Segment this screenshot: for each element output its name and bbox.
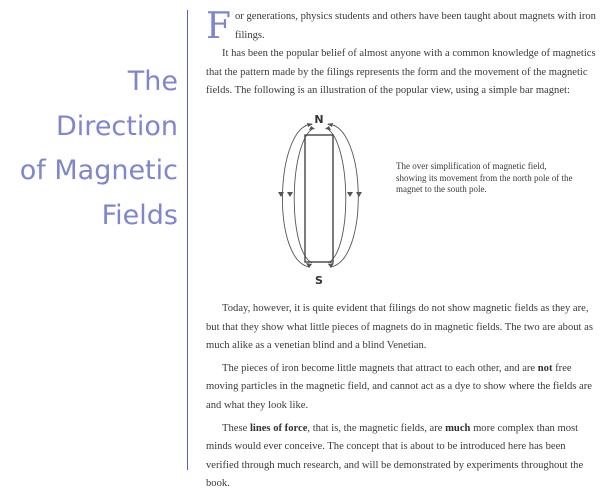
vertical-divider (187, 10, 188, 470)
arrow-right-bottom (328, 263, 334, 268)
body-paragraph-3 (206, 420, 601, 494)
intro-paragraph-1 (206, 8, 601, 45)
diagram-caption: The over simplification of magnetic field, showing its movement from the north pole of the magnet to the south pole. (396, 161, 573, 194)
north-pole-label: N (314, 113, 324, 126)
field-line-inner-left (294, 128, 314, 263)
chapter-title-line-1: The (127, 66, 178, 97)
body-paragraph-3-emphasis-1: lines of force (249, 422, 308, 434)
chapter-title (0, 60, 178, 238)
body-paragraph-3-b: , that is, the magnetic fields, are (307, 422, 446, 434)
bar-magnet-diagram (275, 112, 365, 287)
arrow-inner-left-top (309, 126, 315, 130)
arrow-inner-left-mid (287, 192, 293, 197)
arrow-outer-right-top (327, 123, 333, 127)
chapter-title-line-4: Fields (101, 199, 178, 231)
arrow-outer-left-mid (278, 192, 284, 197)
body-paragraph-2-emphasis: not (537, 362, 553, 374)
chapter-title-line-3: of Magnetic (19, 155, 178, 186)
arrow-inner-right-mid (347, 192, 353, 197)
body-paragraph-2 (206, 360, 601, 416)
field-lines (282, 124, 358, 267)
intro-paragraph-2: It has been the popular belief of almost anyone with a common knowledge of magnetics that the pattern made by the filings represents the form and the movement of the magnetic fields. The following is an illustration of the popular view, using a simple bar magnet: (206, 48, 596, 97)
arrow-left-bottom (306, 263, 312, 268)
body-paragraph-1: Today, however, it is quite evident that filings do not show magnetic fields as they are, but that they show what little pieces of magnets do in magnetic fields. The two are about as much alike as a venetian blind and a blind Venetian. (206, 303, 593, 352)
chapter-title-line-2: Direction (56, 110, 178, 142)
body-paragraph-3-a: These (222, 422, 250, 434)
field-line-inner-right (326, 128, 346, 263)
arrow-inner-right-top (325, 126, 331, 130)
body-paragraph-3-c: more complex than most minds would ever conceive. The concept that is about to be introduced here has been verified through much research, and will be demonstrated by experiments throughout the book. (206, 422, 584, 490)
intro-paragraph-1-text: or generations, physics students and others have been taught about magnets with iron filings. (234, 11, 596, 41)
arrow-outer-left-top (307, 123, 313, 127)
bar-magnet (305, 135, 333, 262)
body-paragraph-3-emphasis-2: much (445, 422, 471, 434)
body-text (206, 300, 601, 498)
intro-text (206, 8, 601, 101)
drop-cap: F (206, 6, 231, 47)
arrow-outer-right-mid (356, 192, 362, 197)
body-paragraph-2-a: The pieces of iron become little magnets that attract to each other, and are (222, 362, 538, 374)
body-paragraph-2-b: free moving particles in the magnetic field, and cannot act as a dye to show where the fields are and what they look like. (206, 362, 592, 411)
south-pole-label: S (315, 274, 323, 287)
field-line-outer-left (282, 124, 312, 267)
